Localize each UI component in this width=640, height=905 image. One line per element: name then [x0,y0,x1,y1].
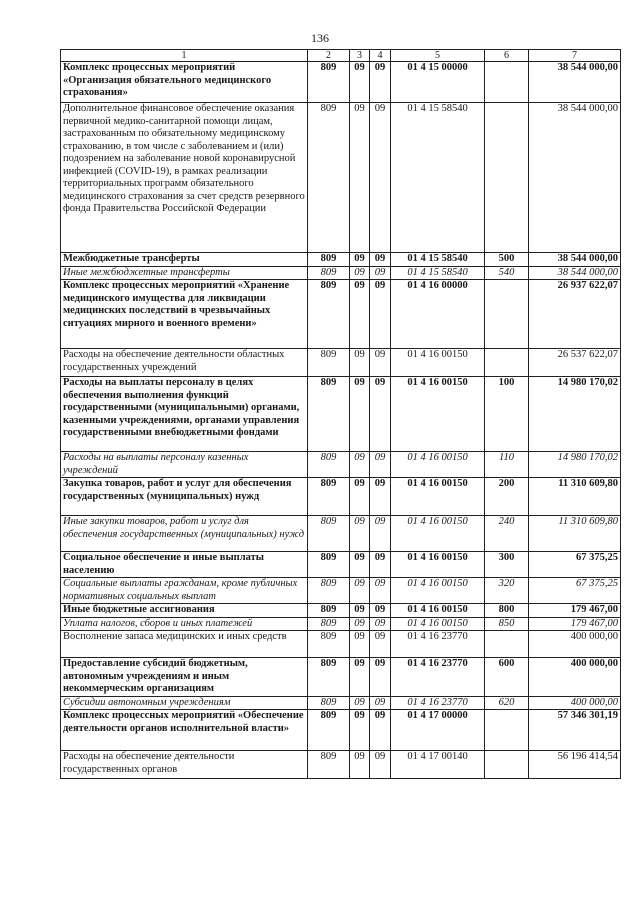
table-row [61,62,621,103]
row-name-cell: Расходы на обеспечение деятельности государственных органов [61,751,308,779]
ministry-code-cell: 809 [308,696,350,710]
expense-type-cell [485,280,529,349]
ministry-code-cell: 809 [308,751,350,779]
table-row [61,452,621,478]
table-row [61,253,621,267]
subsection-code-cell: 09 [370,103,391,253]
table-row [61,696,621,710]
ministry-code-cell: 809 [308,478,350,516]
amount-cell: 14 980 170,02 [529,452,621,478]
amount-cell: 56 196 414,54 [529,751,621,779]
amount-cell: 38 544 000,00 [529,253,621,267]
row-name-cell: Комплекс процессных мероприятий «Организация обязательного медицинского страхования» [61,62,308,103]
table-row [61,552,621,578]
subsection-code-cell: 09 [370,696,391,710]
row-name-cell: Социальные выплаты гражданам, кроме публичных нормативных социальных выплат [61,578,308,604]
ministry-code-cell: 809 [308,631,350,658]
table-row [61,631,621,658]
subsection-code-cell: 09 [370,710,391,751]
table-row [61,617,621,631]
column-header: 3 [350,50,370,62]
ministry-code-cell: 809 [308,710,350,751]
expense-type-cell: 800 [485,604,529,618]
section-code-cell: 09 [350,62,370,103]
subsection-code-cell: 09 [370,631,391,658]
section-code-cell: 09 [350,631,370,658]
table-row [61,751,621,779]
table-row [61,578,621,604]
amount-cell: 38 544 000,00 [529,103,621,253]
amount-cell: 14 980 170,02 [529,377,621,452]
expense-type-cell [485,62,529,103]
row-name-cell: Дополнительное финансовое обеспечение оказания первичной медико-санитарной помощи лицам, застрахованным по обязательному медицинскому страхованию, в том числе с заболеванием и (или) подозрением на заболевание новой коронавирусной инфекцией (COVID-19), в рамках реализации территориальных программ обязательного медицинского страхования за счет средств резервного фонда Правительства Российской Федерации [61,103,308,253]
subsection-code-cell: 09 [370,617,391,631]
row-name-cell: Предоставление субсидий бюджетным, автономным учреждениям и иным некоммерческим организациям [61,658,308,697]
table-row [61,266,621,280]
section-code-cell: 09 [350,516,370,552]
ministry-code-cell: 809 [308,552,350,578]
column-header: 6 [485,50,529,62]
section-code-cell: 09 [350,452,370,478]
target-article-cell: 01 4 16 00150 [391,552,485,578]
table-row [61,516,621,552]
amount-cell: 26 937 622,07 [529,280,621,349]
target-article-cell: 01 4 16 23770 [391,631,485,658]
table-row [61,280,621,349]
expense-type-cell [485,710,529,751]
ministry-code-cell: 809 [308,103,350,253]
target-article-cell: 01 4 17 00140 [391,751,485,779]
row-name-cell: Межбюджетные трансферты [61,253,308,267]
table-row [61,349,621,377]
target-article-cell: 01 4 16 23770 [391,696,485,710]
expense-type-cell: 240 [485,516,529,552]
column-header: 2 [308,50,350,62]
target-article-cell: 01 4 16 00000 [391,280,485,349]
expense-type-cell [485,103,529,253]
budget-table [60,49,621,779]
amount-cell: 400 000,00 [529,658,621,697]
column-header: 4 [370,50,391,62]
column-header: 1 [61,50,308,62]
section-code-cell: 09 [350,578,370,604]
amount-cell: 26 537 622,07 [529,349,621,377]
target-article-cell: 01 4 15 00000 [391,62,485,103]
amount-cell: 11 310 609,80 [529,478,621,516]
amount-cell: 67 375,25 [529,552,621,578]
amount-cell: 57 346 301,19 [529,710,621,751]
expense-type-cell: 100 [485,377,529,452]
expense-type-cell: 620 [485,696,529,710]
amount-cell: 400 000,00 [529,631,621,658]
target-article-cell: 01 4 16 00150 [391,578,485,604]
subsection-code-cell: 09 [370,478,391,516]
subsection-code-cell: 09 [370,658,391,697]
subsection-code-cell: 09 [370,349,391,377]
target-article-cell: 01 4 16 23770 [391,658,485,697]
table-body [61,62,621,779]
expense-type-cell [485,349,529,377]
expense-type-cell: 320 [485,578,529,604]
row-name-cell: Расходы на выплаты персоналу казенных учреждений [61,452,308,478]
section-code-cell: 09 [350,103,370,253]
subsection-code-cell: 09 [370,578,391,604]
subsection-code-cell: 09 [370,516,391,552]
row-name-cell: Комплекс процессных мероприятий «Хранение медицинского имущества для ликвидации медицинских последствий в чрезвычайных ситуациях мирного и военного времени» [61,280,308,349]
amount-cell: 67 375,25 [529,578,621,604]
target-article-cell: 01 4 16 00150 [391,478,485,516]
target-article-cell: 01 4 16 00150 [391,377,485,452]
ministry-code-cell: 809 [308,578,350,604]
subsection-code-cell: 09 [370,552,391,578]
amount-cell: 179 467,00 [529,617,621,631]
section-code-cell: 09 [350,617,370,631]
subsection-code-cell: 09 [370,604,391,618]
ministry-code-cell: 809 [308,617,350,631]
table-row [61,604,621,618]
table-header-row [61,50,621,62]
section-code-cell: 09 [350,266,370,280]
row-name-cell: Иные межбюджетные трансферты [61,266,308,280]
subsection-code-cell: 09 [370,62,391,103]
row-name-cell: Восполнение запаса медицинских и иных средств [61,631,308,658]
section-code-cell: 09 [350,253,370,267]
row-name-cell: Расходы на обеспечение деятельности областных государственных учреждений [61,349,308,377]
section-code-cell: 09 [350,377,370,452]
expense-type-cell: 200 [485,478,529,516]
ministry-code-cell: 809 [308,349,350,377]
subsection-code-cell: 09 [370,280,391,349]
subsection-code-cell: 09 [370,452,391,478]
target-article-cell: 01 4 15 58540 [391,266,485,280]
row-name-cell: Комплекс процессных мероприятий «Обеспечение деятельности органов исполнительной власти» [61,710,308,751]
ministry-code-cell: 809 [308,62,350,103]
table-row [61,478,621,516]
table-row [61,103,621,253]
section-code-cell: 09 [350,696,370,710]
expense-type-cell: 300 [485,552,529,578]
expense-type-cell: 850 [485,617,529,631]
section-code-cell: 09 [350,349,370,377]
expense-type-cell: 600 [485,658,529,697]
section-code-cell: 09 [350,280,370,349]
amount-cell: 38 544 000,00 [529,266,621,280]
subsection-code-cell: 09 [370,751,391,779]
row-name-cell: Закупка товаров, работ и услуг для обеспечения государственных (муниципальных) нужд [61,478,308,516]
ministry-code-cell: 809 [308,658,350,697]
column-header: 5 [391,50,485,62]
expense-type-cell [485,751,529,779]
ministry-code-cell: 809 [308,516,350,552]
row-name-cell: Иные закупки товаров, работ и услуг для обеспечения государственных (муниципальных) нужд [61,516,308,552]
expense-type-cell: 500 [485,253,529,267]
row-name-cell: Уплата налогов, сборов и иных платежей [61,617,308,631]
section-code-cell: 09 [350,710,370,751]
target-article-cell: 01 4 15 58540 [391,253,485,267]
row-name-cell: Социальное обеспечение и иные выплаты населению [61,552,308,578]
ministry-code-cell: 809 [308,280,350,349]
target-article-cell: 01 4 16 00150 [391,617,485,631]
ministry-code-cell: 809 [308,604,350,618]
target-article-cell: 01 4 17 00000 [391,710,485,751]
table-row [61,377,621,452]
table-row [61,658,621,697]
section-code-cell: 09 [350,604,370,618]
target-article-cell: 01 4 16 00150 [391,349,485,377]
target-article-cell: 01 4 16 00150 [391,604,485,618]
target-article-cell: 01 4 16 00150 [391,452,485,478]
amount-cell: 11 310 609,80 [529,516,621,552]
target-article-cell: 01 4 15 58540 [391,103,485,253]
section-code-cell: 09 [350,751,370,779]
amount-cell: 179 467,00 [529,604,621,618]
ministry-code-cell: 809 [308,452,350,478]
section-code-cell: 09 [350,658,370,697]
amount-cell: 38 544 000,00 [529,62,621,103]
target-article-cell: 01 4 16 00150 [391,516,485,552]
section-code-cell: 09 [350,552,370,578]
expense-type-cell [485,631,529,658]
ministry-code-cell: 809 [308,253,350,267]
subsection-code-cell: 09 [370,266,391,280]
row-name-cell: Расходы на выплаты персоналу в целях обеспечения выполнения функций государственными (муниципальными) органами, казенными учреждениями, органами управления государственными внебюджетными фондами [61,377,308,452]
ministry-code-cell: 809 [308,266,350,280]
ministry-code-cell: 809 [308,377,350,452]
expense-type-cell: 110 [485,452,529,478]
subsection-code-cell: 09 [370,377,391,452]
column-header: 7 [529,50,621,62]
page-number: 136 [311,31,329,45]
section-code-cell: 09 [350,478,370,516]
row-name-cell: Субсидии автономным учреждениям [61,696,308,710]
expense-type-cell: 540 [485,266,529,280]
subsection-code-cell: 09 [370,253,391,267]
row-name-cell: Иные бюджетные ассигнования [61,604,308,618]
amount-cell: 400 000,00 [529,696,621,710]
table-row [61,710,621,751]
